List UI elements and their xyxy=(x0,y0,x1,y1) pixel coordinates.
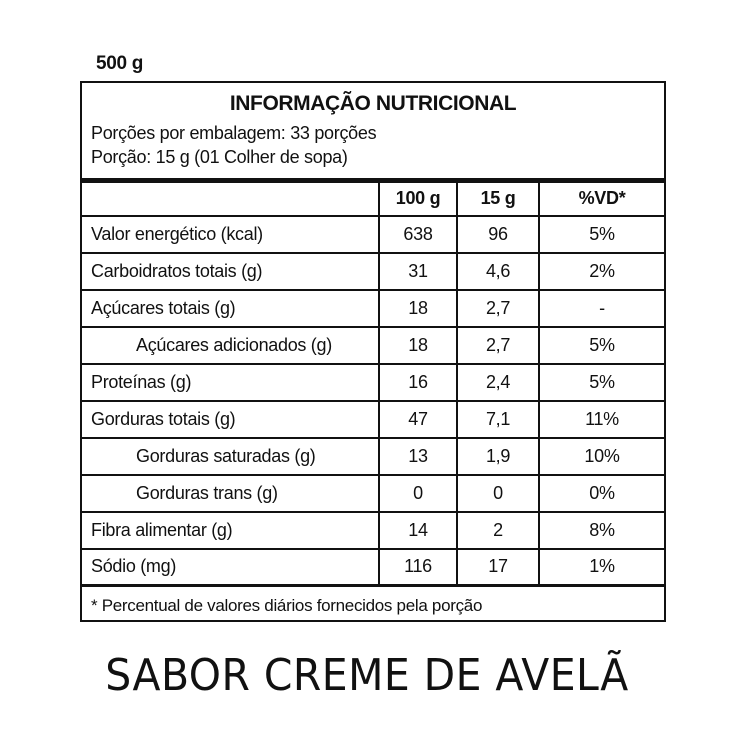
value-vd: 0% xyxy=(539,475,664,512)
table-row xyxy=(82,512,664,549)
value-100g: 116 xyxy=(379,549,457,586)
footnote: * Percentual de valores diários fornecidos pela porção xyxy=(91,596,483,615)
nutrient-name: Açúcares adicionados (g) xyxy=(82,327,379,364)
table-row xyxy=(82,216,664,253)
value-vd: - xyxy=(539,290,664,327)
nutrient-name: Açúcares totais (g) xyxy=(82,290,379,327)
table-row xyxy=(82,327,664,364)
nutrition-table xyxy=(82,178,664,587)
label-header xyxy=(82,83,664,178)
nutrient-name: Carboidratos totais (g) xyxy=(82,253,379,290)
value-100g: 0 xyxy=(379,475,457,512)
value-100g: 13 xyxy=(379,438,457,475)
value-vd: 1% xyxy=(539,549,664,586)
serving-size: Porção: 15 g (01 Colher de sopa) xyxy=(91,147,348,167)
nutrition-facts-label xyxy=(80,81,666,622)
value-vd: 5% xyxy=(539,364,664,401)
value-vd: 5% xyxy=(539,216,664,253)
column-header-15g: 15 g xyxy=(457,181,539,216)
column-header-vd: %VD* xyxy=(539,181,664,216)
table-row xyxy=(82,475,664,512)
table-row xyxy=(82,364,664,401)
nutrient-name: Gorduras saturadas (g) xyxy=(82,438,379,475)
nutrient-name: Valor energético (kcal) xyxy=(82,216,379,253)
value-15g: 2,4 xyxy=(457,364,539,401)
flavor-title: SABOR CREME DE AVELÃ xyxy=(105,650,629,701)
table-row xyxy=(82,290,664,327)
nutrient-name: Fibra alimentar (g) xyxy=(82,512,379,549)
table-row xyxy=(82,401,664,438)
value-15g: 17 xyxy=(457,549,539,586)
nutrient-name: Proteínas (g) xyxy=(82,364,379,401)
value-vd: 5% xyxy=(539,327,664,364)
column-header-100g: 100 g xyxy=(379,181,457,216)
value-15g: 7,1 xyxy=(457,401,539,438)
nutrient-name: Sódio (mg) xyxy=(82,549,379,586)
column-header-nutrient xyxy=(82,181,379,216)
value-15g: 2,7 xyxy=(457,290,539,327)
value-vd: 8% xyxy=(539,512,664,549)
nutrient-name: Gorduras trans (g) xyxy=(82,475,379,512)
label-title: INFORMAÇÃO NUTRICIONAL xyxy=(229,92,517,115)
value-vd: 2% xyxy=(539,253,664,290)
table-row xyxy=(82,549,664,586)
table-row xyxy=(82,253,664,290)
value-vd: 11% xyxy=(539,401,664,438)
servings-per-package: Porções por embalagem: 33 porções xyxy=(91,123,377,143)
value-15g: 2,7 xyxy=(457,327,539,364)
nutrient-name: Gorduras totais (g) xyxy=(82,401,379,438)
value-100g: 31 xyxy=(379,253,457,290)
value-100g: 14 xyxy=(379,512,457,549)
value-100g: 16 xyxy=(379,364,457,401)
table-row xyxy=(82,438,664,475)
value-100g: 47 xyxy=(379,401,457,438)
value-100g: 18 xyxy=(379,327,457,364)
value-100g: 18 xyxy=(379,290,457,327)
value-15g: 0 xyxy=(457,475,539,512)
value-15g: 96 xyxy=(457,216,539,253)
package-weight: 500 g xyxy=(96,53,144,74)
value-15g: 1,9 xyxy=(457,438,539,475)
value-15g: 2 xyxy=(457,512,539,549)
value-15g: 4,6 xyxy=(457,253,539,290)
table-header-row xyxy=(82,181,664,216)
value-vd: 10% xyxy=(539,438,664,475)
value-100g: 638 xyxy=(379,216,457,253)
